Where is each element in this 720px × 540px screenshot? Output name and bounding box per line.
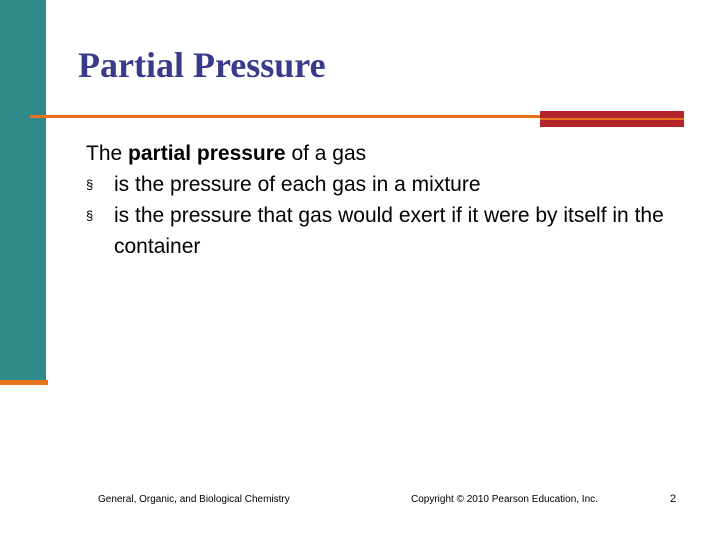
intro-text-before: The bbox=[86, 142, 129, 165]
intro-line bbox=[86, 138, 666, 169]
footer-course-name: General, Organic, and Biological Chemistry bbox=[98, 494, 290, 505]
square-bullet-icon: § bbox=[86, 177, 94, 192]
key-term: partial pressure bbox=[128, 142, 286, 165]
bullet-text: is the pressure that gas would exert if it were by itself in the container bbox=[114, 204, 664, 258]
slide-body bbox=[86, 138, 666, 262]
side-bar-accent-line bbox=[0, 380, 48, 385]
slide-title: Partial Pressure bbox=[78, 45, 326, 85]
side-bar-decoration bbox=[0, 0, 46, 382]
list-item bbox=[86, 169, 666, 200]
list-item bbox=[86, 200, 666, 262]
title-underline-rule bbox=[30, 115, 540, 118]
bullet-list bbox=[86, 169, 666, 262]
footer-copyright: Copyright © 2010 Pearson Education, Inc. bbox=[411, 494, 598, 505]
intro-text-after: of a gas bbox=[285, 142, 367, 165]
square-bullet-icon: § bbox=[86, 208, 94, 223]
page-number: 2 bbox=[670, 493, 677, 505]
bullet-text: is the pressure of each gas in a mixture bbox=[114, 173, 481, 196]
title-accent-stripe bbox=[540, 118, 684, 120]
